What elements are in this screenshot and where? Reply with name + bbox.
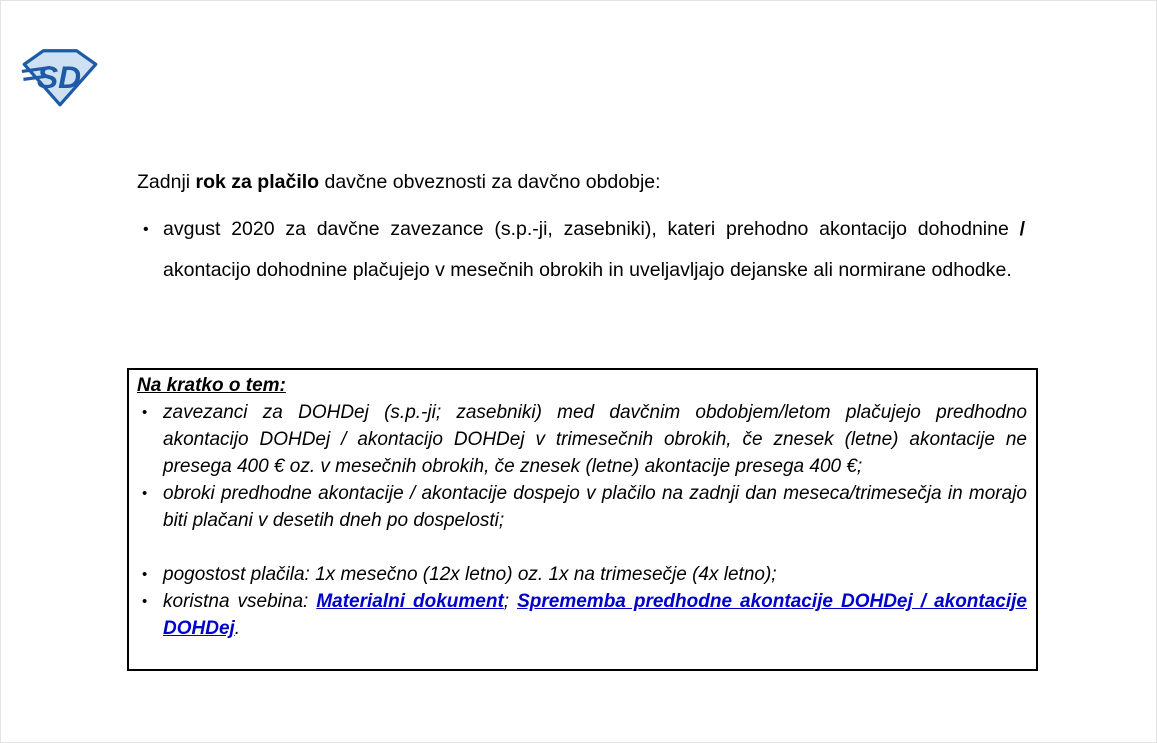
- summary-bullet-4: [137, 588, 1027, 642]
- intro-paragraph: [137, 168, 1025, 196]
- summary-bullet-1-text: zavezanci za DOHDej (s.p.-ji; zasebniki) med davčnim obdobjem/letom plačujejo predhodno akontacijo DOHDej / akontacijo DOHDej v trimesečnih obrokih, če znesek (letne) akontacije ne presega 400 € oz. v mesečnih obrokih, če znesek (letne) akontacije presega 400 €;: [163, 402, 1027, 477]
- summary-bullet-2: [137, 480, 1027, 534]
- bullet-icon: •: [142, 566, 148, 583]
- bullet-icon: •: [143, 221, 149, 238]
- sentence-ending: .: [234, 618, 241, 639]
- summary-box-spacer: [137, 534, 1027, 561]
- payment-deadline-text: [137, 209, 1025, 291]
- logo-letters: SD: [36, 59, 82, 96]
- materialni-dokument-link[interactable]: Materialni dokument: [316, 591, 504, 612]
- deadline-text-part1: avgust 2020 za davčne zavezance (s.p.-ji, zasebniki), kateri prehodno akontacijo dohodnine: [163, 218, 1020, 240]
- intro-text-before: Zadnji: [137, 171, 196, 193]
- intro-text-after: davčne obveznosti za davčno obdobje:: [319, 171, 661, 193]
- bullet-icon: •: [142, 485, 148, 502]
- bullet-icon: •: [142, 593, 148, 610]
- intro-bold-phrase: rok za plačilo: [195, 171, 320, 193]
- summary-box-title: Na kratko o tem:: [137, 375, 286, 396]
- deadline-text-part2: akontacijo dohodnine plačujejo v mesečnih obrokih in uveljavljajo dejanske ali normirane odhodke.: [163, 259, 1012, 281]
- bullet-icon: •: [142, 404, 148, 421]
- summary-box: [127, 368, 1038, 671]
- sd-logo: [20, 46, 100, 108]
- payment-deadline-bullet: [137, 209, 1025, 291]
- summary-bullet-3: [137, 561, 1027, 588]
- summary-bullet-3-text: pogostost plačila: 1x mesečno (12x letno) oz. 1x na trimesečje (4x letno);: [163, 564, 777, 585]
- summary-bullet-2-text: obroki predhodne akontacije / akontacije dospejo v plačilo na zadnji dan meseca/trimesečja in morajo biti plačani v desetih dneh po dospelosti;: [163, 483, 1027, 531]
- summary-bullet-1: [137, 399, 1027, 480]
- link-separator: ;: [503, 591, 518, 612]
- useful-content-label: koristna vsebina:: [163, 591, 317, 612]
- sd-diamond-logo-icon: [20, 46, 100, 108]
- sprememba-akontacije-link[interactable]: Sprememba predhodne akontacije DOHDej / akontacije DOHDej: [163, 591, 1027, 639]
- deadline-bold-slash: /: [1019, 218, 1025, 240]
